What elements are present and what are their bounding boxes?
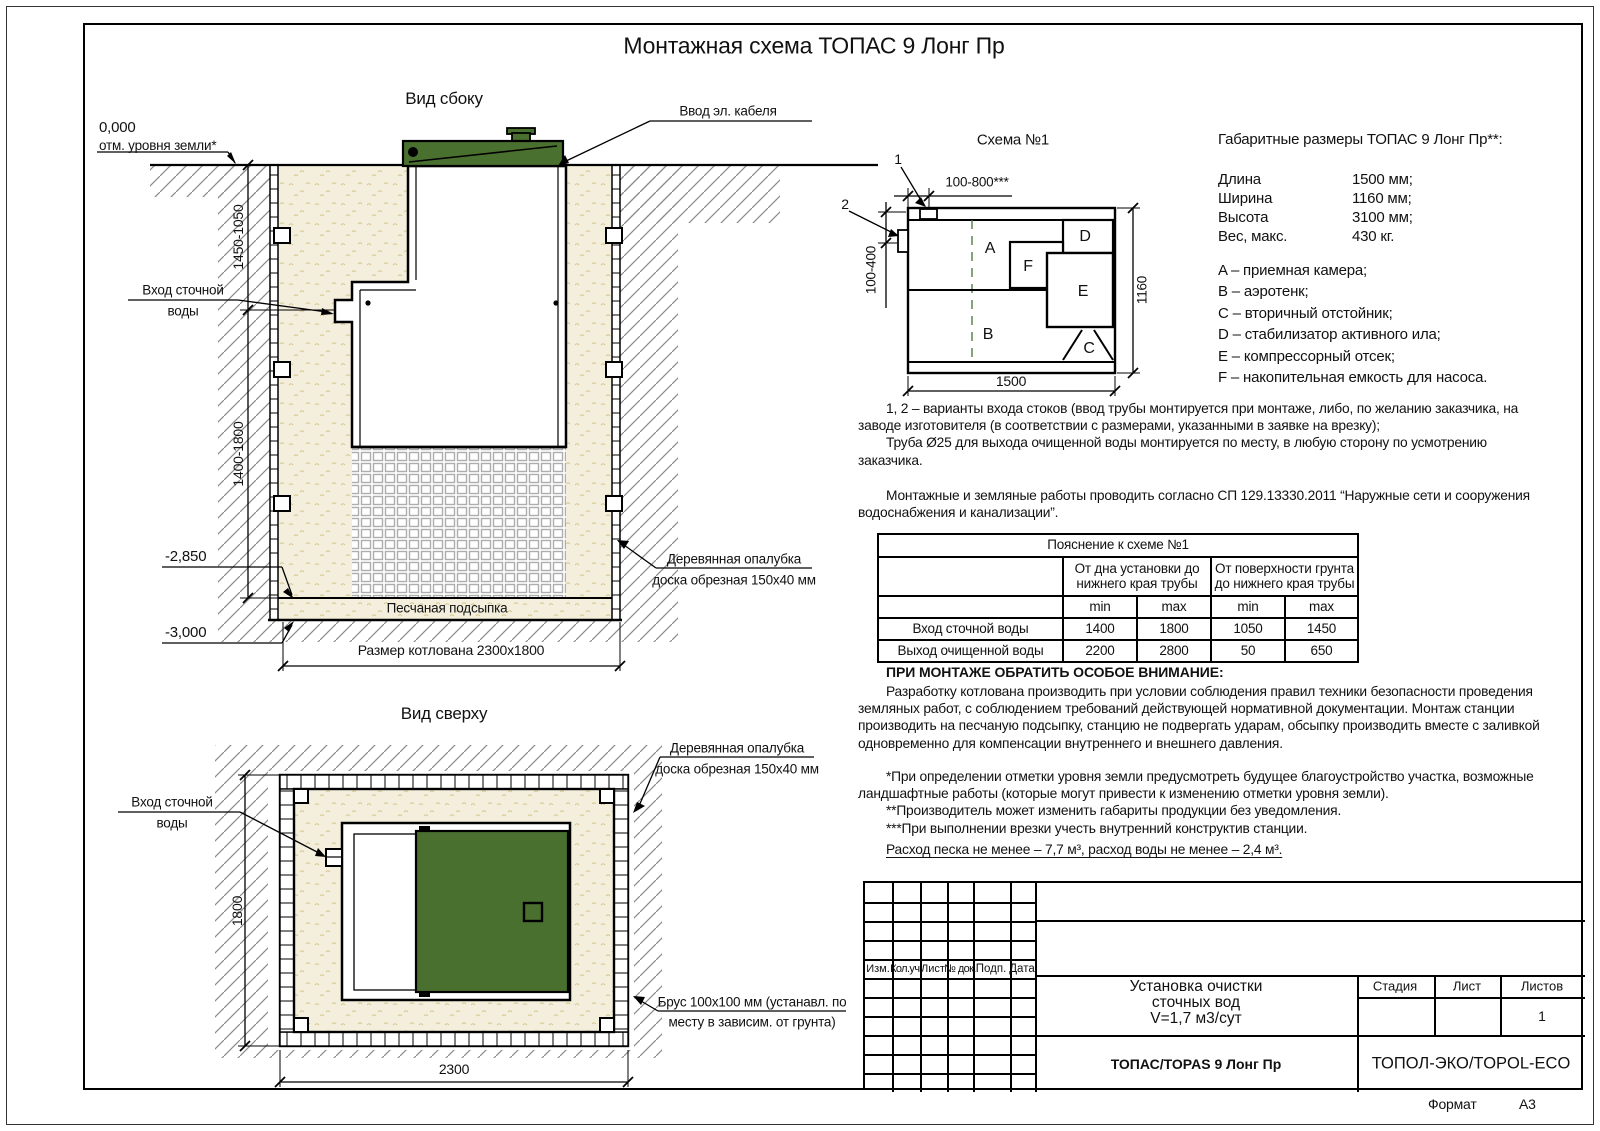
warning-paragraph: Разработку котлована производить при условии соблюдения правил техники безопасности проведения земляных работ, с соблюдением требований действующей нормативной документации. Монтаж станции производить на песчаную подсыпку, станцию не подвергать ударам, обсыпку производить вместе с заливкой одновременно для компенсации внутреннего и внешнего давления. [858,684,1540,751]
tb-col-list: Лист [921,963,945,975]
tb-col-ndok: № док. [944,963,976,975]
table-cell: 1450 [1285,618,1358,640]
consumption-note: Расход песка не менее – 7,7 м³, расход воды не менее – 2,4 м³. [886,842,1283,857]
schema-dim-left: 100-400 [863,245,879,295]
sv-inlet-label-line1: Вход сточной [142,282,224,298]
project-name-line3: V=1,7 м3/сут [1150,1010,1242,1027]
footnote-3: ***При выполнении врезки учесть внутренний конструктив станции. [886,820,1308,836]
table-empty-cell [878,596,1063,618]
table-cell: 1050 [1211,618,1285,640]
compartment-d: D [1079,228,1091,245]
tv-formwork-label-line2: доска обрезная 150х40 мм [655,761,819,777]
schema-dim-right: 1160 [1134,275,1150,305]
table-min-header: min [1063,596,1137,618]
tb-col-podp: Подп. [975,963,1007,975]
schema-drawing [849,167,1140,396]
table-col-group-1: От дна установки до нижнего края трубы [1063,557,1211,596]
table-cell: 1400 [1063,618,1137,640]
tb-col-izm: Изм. [866,963,890,975]
table-max-header: max [1137,596,1211,618]
top-view-drawing [118,745,846,1087]
table-col-group-2: От поверхности грунта до нижнего края трубы [1211,557,1358,596]
schema-title: Схема №1 [976,131,1050,149]
project-name-line2: сточных вод [1151,994,1241,1011]
warning-body [858,683,1554,752]
legend-item: E – компрессорный отсек; [1218,347,1395,365]
compartment-a: A [984,240,996,257]
compartment-e: E [1077,283,1089,300]
format-value: А3 [1519,1096,1536,1112]
spec-label: Высота [1218,209,1269,226]
spec-label: Ширина [1218,190,1273,207]
compartment-c: C [1083,340,1095,357]
sheet-label: Лист [1452,978,1482,994]
table-cell: 1800 [1137,618,1211,640]
schema-dim-top: 100-800*** [945,174,1009,190]
table-cell: 50 [1211,640,1285,662]
company-name: ТОПОЛ-ЭКО/TOPOL-ECO [1371,1054,1571,1073]
tb-col-data: Дата [1009,963,1035,975]
ground-level-note: отм. уровня земли* [99,138,217,153]
sv-formwork-label-line2: доска обрезная 150х40 мм [652,572,816,588]
legend-item: D – стабилизатор активного ила; [1218,326,1441,344]
sand-bed-label: Песчаная подсыпка [386,600,508,616]
pit-size-dim: Размер котлована 2300х1800 [357,642,545,658]
spec-value: 3100 мм; [1352,209,1413,226]
table-row-label: Вход сточной воды [878,618,1063,640]
notes-block [858,400,1552,521]
zero-level-mark: 0,000 [99,119,136,136]
level-sand-top: -2,850 [165,548,207,565]
explanation-table [877,533,1359,663]
spec-value: 1160 мм; [1352,190,1412,207]
legend-item: A – приемная камера; [1218,262,1368,279]
beam-label-line2: месту в зависим. от грунта) [668,1014,836,1030]
specs-title: Габаритные размеры ТОПАС 9 Лонг Пр**: [1218,131,1503,148]
footnote-2: **Производитель может изменить габариты продукции без уведомления. [886,803,1342,819]
table-max-header: max [1285,596,1358,618]
sheets-value: 1 [1538,1008,1546,1024]
level-pit-bottom: -3,000 [165,624,207,641]
note-pipe: Труба Ø25 для выхода очищенной воды монтируется по месту, в любую сторону по усмотрению заказчика. [858,435,1487,468]
sv-inlet-label-line2: воды [167,303,199,319]
table-cell: 2200 [1063,640,1137,662]
project-name-line1: Установка очистки [1129,978,1263,995]
note-sp-standard: Монтажные и земляные работы проводить согласно СП 129.13330.2011 “Наружные сети и сооружения водоснабжения и канализации”. [858,487,1530,521]
table-cell: 2800 [1137,640,1211,662]
title-block [863,881,1583,1090]
tb-col-koluch: Кол.уч. [890,963,922,975]
spec-value: 1500 мм; [1352,171,1413,188]
spec-label: Длина [1218,171,1261,188]
format-label: Формат [1428,1096,1477,1112]
tv-inlet-label-line2: воды [156,815,188,831]
top-view-title: Вид сверху [400,704,488,723]
stage-label: Стадия [1372,978,1418,994]
sv-dim-upper: 1450-1050 [230,204,246,270]
footnotes-block [858,768,1558,837]
legend-item: C – вторичный отстойник; [1218,304,1393,322]
side-view-drawing [97,121,878,671]
side-view-title: Вид сбоку [405,89,483,108]
schema-marker-2: 2 [841,196,849,212]
schema-dim-bottom: 1500 [995,373,1027,389]
table-min-header: min [1211,596,1285,618]
beam-label-line1: Брус 100х100 мм (устанавл. по [657,994,847,1010]
sv-formwork-label-line1: Деревянная опалубка [666,551,802,567]
cable-entry-label: Ввод эл. кабеля [679,103,777,119]
spec-value: 430 кг. [1352,228,1395,245]
spec-label: Вес, макс. [1218,228,1288,245]
footnote-1: *При определении отметки уровня земли предусмотреть будущее благоустройство участка, возможные ландшафтные работы (которые могут привести к изменению отметки уровня земли). [858,769,1534,802]
table-row-label: Выход очищенной воды [878,640,1063,662]
compartment-legend [1218,260,1578,388]
legend-item: F – накопительная емкость для насоса. [1218,369,1488,387]
table-title: Пояснение к схеме №1 [878,534,1358,557]
warning-heading: ПРИ МОНТАЖЕ ОБРАТИТЬ ОСОБОЕ ВНИМАНИЕ: [886,664,1224,680]
model-name: ТОПАС/TOPAS 9 Лонг Пр [1110,1056,1282,1072]
schema-marker-1: 1 [894,151,902,167]
compartment-f: F [1023,258,1033,275]
note-variants: 1, 2 – варианты входа стоков (ввод трубы монтируется при монтаже, либо, по желанию заказчика, на заводе изготовителя (в соответствии с размерами, указанными в заявке на врезку); [858,401,1519,434]
page-title: Монтажная схема ТОПАС 9 Лонг Пр [623,32,1005,59]
tv-dim-depth: 1800 [229,895,245,927]
tv-dim-width: 2300 [438,1061,470,1077]
tv-formwork-label-line1: Деревянная опалубка [669,740,805,756]
sv-dim-lower: 1400-1800 [230,421,246,487]
sheets-label: Листов [1520,978,1564,994]
table-corner-cell [878,557,1063,596]
table-cell: 650 [1285,640,1358,662]
tv-inlet-label-line1: Вход сточной [131,794,213,810]
compartment-b: B [982,326,994,343]
legend-item: B – аэротенк; [1218,283,1309,301]
